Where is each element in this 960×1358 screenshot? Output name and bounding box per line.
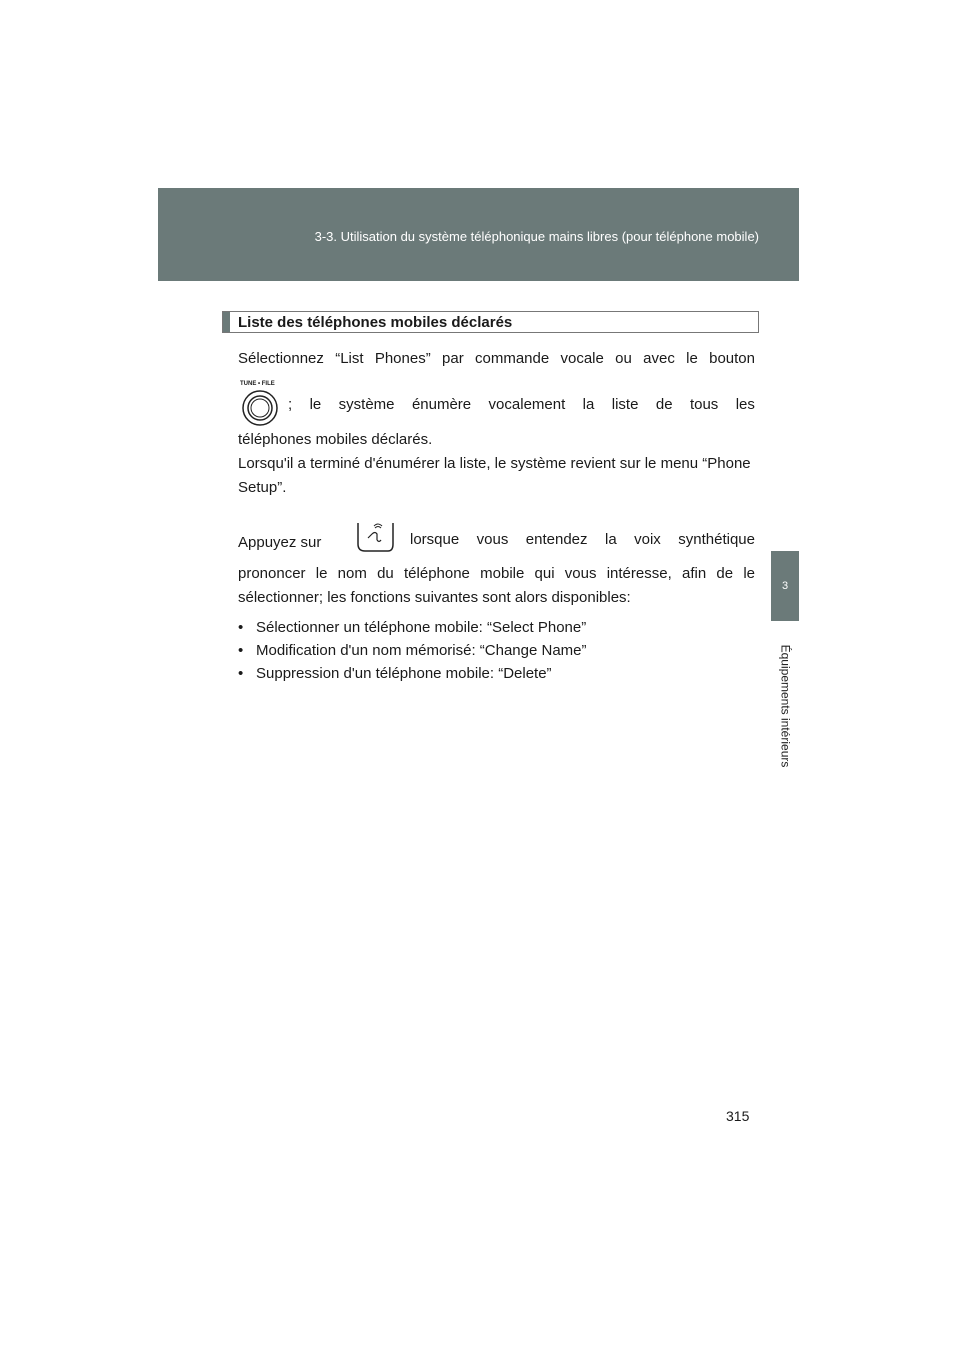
paragraph-3-line-1	[410, 531, 755, 548]
knob-label: TUNE • FILE	[240, 381, 275, 387]
paragraph-3-lead: Appuyez sur	[238, 534, 322, 551]
page-number: 315	[726, 1108, 750, 1124]
word: synthétique	[678, 531, 755, 548]
word: voix	[634, 531, 661, 548]
word: lorsque	[410, 531, 460, 548]
word: le	[309, 396, 322, 413]
tune-file-knob-icon	[240, 381, 280, 427]
section-heading-bar	[223, 312, 230, 332]
list-item-text: Modification d'un nom mémorisé: “Change Name”	[256, 642, 587, 659]
word: tous	[689, 396, 719, 413]
bullet-dot: •	[238, 665, 244, 682]
paragraph-1-line-3: téléphones mobiles déclarés.	[238, 431, 433, 448]
knob-graphic	[240, 381, 280, 427]
word: la	[604, 531, 617, 548]
word: entendez	[525, 531, 588, 548]
word: la	[582, 396, 595, 413]
word: de	[655, 396, 673, 413]
list-item-text: Suppression d'un téléphone mobile: “Delete”	[256, 665, 552, 682]
word: les	[735, 396, 755, 413]
word: liste	[611, 396, 639, 413]
paragraph-1-line-2	[288, 396, 755, 413]
bullet-dot: •	[238, 619, 244, 636]
paragraph-3-rest: prononcer le nom du téléphone mobile qui vous intéresse, afin de le sélectionner; les fonctions suivantes sont alors disponibles:	[238, 565, 755, 606]
word: vocalement	[488, 396, 566, 413]
section-title: Liste des téléphones mobiles déclarés	[238, 313, 513, 331]
word: énumère	[411, 396, 472, 413]
word: système	[338, 396, 395, 413]
list-item-text: Sélectionner un téléphone mobile: “Select Phone”	[256, 619, 587, 636]
chapter-number: 3	[781, 580, 789, 592]
chapter-tab	[771, 551, 799, 621]
chapter-label-text: Équipements intérieurs	[778, 644, 793, 768]
list-item	[238, 662, 755, 685]
paragraph-1-line-1: Sélectionnez “List Phones” par commande vocale ou avec le bouton	[238, 350, 755, 367]
header-band	[158, 188, 799, 281]
function-list	[238, 616, 755, 685]
list-item	[238, 616, 755, 639]
list-item	[238, 639, 755, 662]
bullet-dot: •	[238, 642, 244, 659]
chapter-label	[767, 630, 803, 782]
paragraph-2: Lorsqu'il a terminé d'énumérer la liste, le système revient sur le menu “Phone Setup”.	[238, 455, 751, 496]
section-heading	[222, 311, 759, 333]
word: ;	[288, 396, 293, 413]
talk-switch-icon	[355, 522, 395, 552]
header-section-text: 3-3. Utilisation du système téléphonique mains libres (pour téléphone mobile)	[314, 229, 759, 244]
word: vous	[476, 531, 509, 548]
